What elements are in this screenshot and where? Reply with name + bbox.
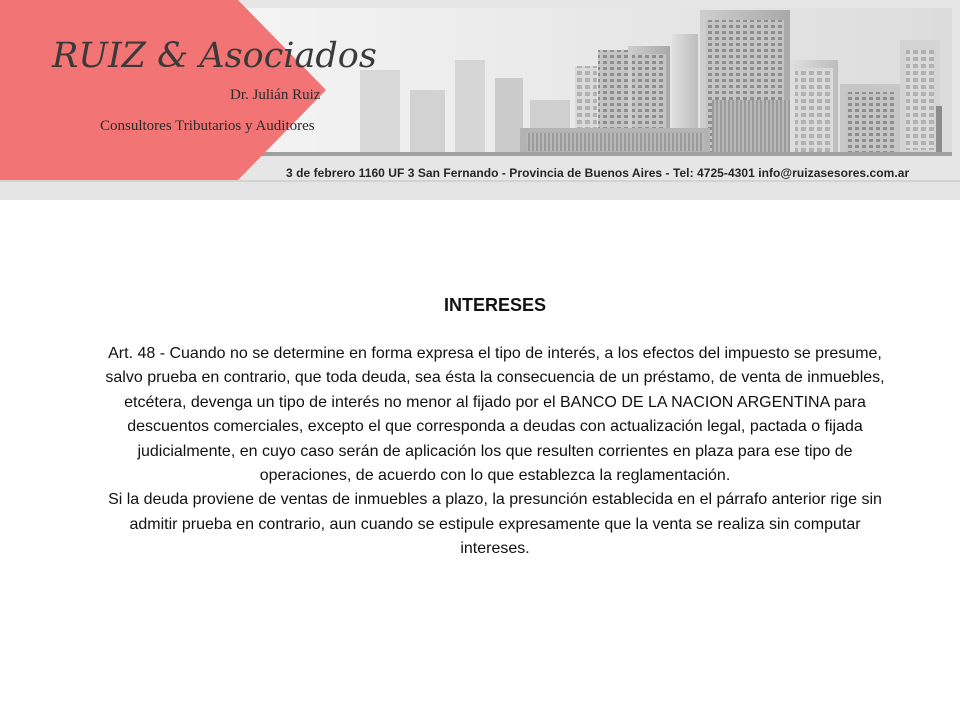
contact-info: 3 de febrero 1160 UF 3 San Fernando - Provincia de Buenos Aires - Tel: 4725-4301 info@ruizasesores.com.ar [286, 166, 910, 180]
article-paragraph-continuation: Si la deuda proviene de ventas de inmuebles a plazo, la presunción establecida en el párrafo anterior rige sin admitir prueba en contrario, aun cuando se estipule expresamente que la venta se realiza sin computar intereses. [108, 491, 882, 558]
brand-person-name: Dr. Julián Ruiz [230, 87, 321, 103]
document-content [96, 292, 894, 562]
brand-title: RUIZ & Asociados [52, 36, 377, 76]
title-spacer [96, 318, 894, 342]
page-header [0, 0, 960, 200]
brand-tagline: Consultores Tributarios y Auditores [100, 118, 315, 134]
article-paragraph: Art. 48 - Cuando no se determine en forma expresa el tipo de interés, a los efectos del impuesto se presume, salvo prueba en contrario, que toda deuda, sea ésta la consecuencia de un préstamo, de venta de inmuebles, etcétera, devenga un tipo de interés no menor al fijado por el BANCO DE LA NACION ARGENTINA para descuentos comerciales, excepto el que corresponda a deudas con actualización legal, pactada o fijada judicialmente, en cuyo caso serán de aplicación los que resulten corrientes en plaza para ese tipo de operaciones, de acuerdo con lo que establezca la reglamentación. [105, 345, 885, 485]
document-title: INTERESES [443, 295, 547, 315]
